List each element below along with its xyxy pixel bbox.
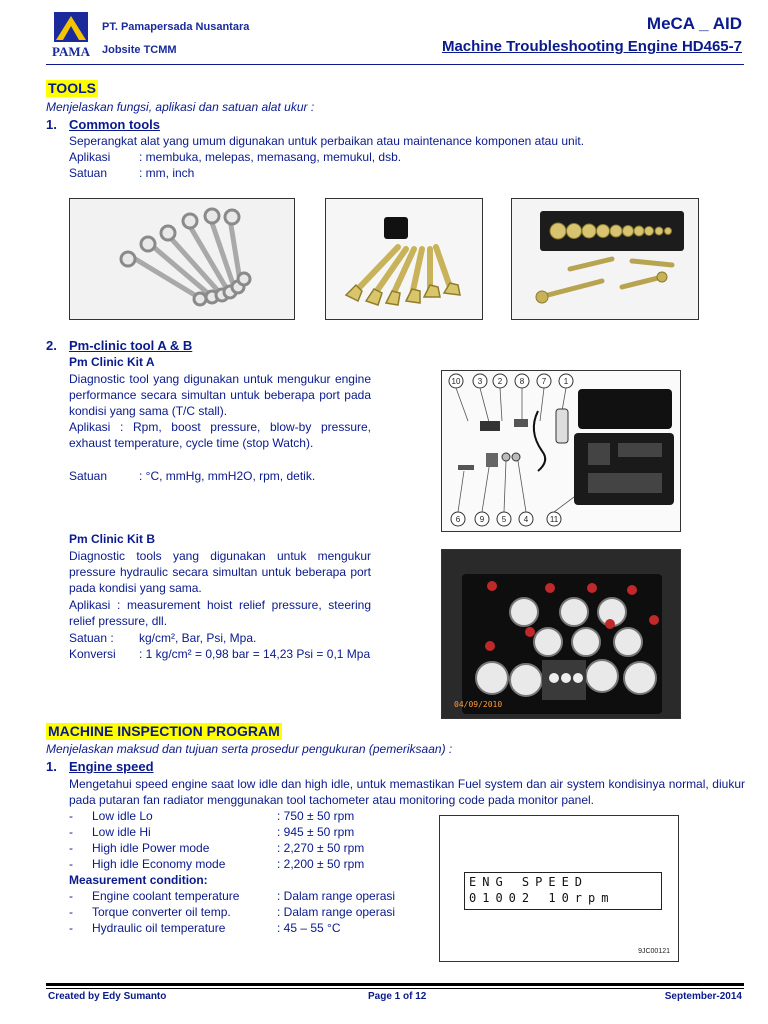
company-name: PT. Pamapersada Nusantara — [102, 21, 250, 33]
condition-value: : 45 – 55 °C — [277, 921, 341, 935]
condition-name: Torque converter oil temp. — [92, 905, 231, 919]
condition-row — [69, 920, 395, 936]
svg-text:7: 7 — [541, 377, 547, 386]
kit-b-satuan-value: kg/cm², Bar, Psi, Mpa. — [139, 631, 257, 645]
bullet-dash: - — [69, 809, 73, 823]
speed-row — [69, 856, 395, 872]
svg-text:6: 6 — [455, 515, 461, 524]
speed-row — [69, 840, 395, 856]
speed-list — [69, 808, 395, 936]
engine-speed-title: Engine speed — [69, 759, 154, 774]
condition-value: : Dalam range operasi — [277, 905, 396, 919]
ring-spanner-photo — [69, 198, 295, 320]
speed-value: : 2,200 ± 50 rpm — [277, 857, 365, 871]
speed-name: High idle Economy mode — [92, 857, 226, 871]
callout-top-4 — [537, 374, 551, 388]
kit-b-satuan-label: Satuan : — [69, 631, 114, 645]
document-subtitle: Machine Troubleshooting Engine HD465-7 — [441, 38, 742, 55]
footer-author: Created by Edy Sumanto — [48, 991, 167, 1002]
kit-b-photo — [441, 549, 681, 719]
footer-page: Page 1 of 12 — [368, 991, 427, 1002]
bullet-dash: - — [69, 889, 73, 903]
pama-logo — [46, 12, 96, 60]
measurement-condition-title: Measurement condition: — [69, 873, 208, 887]
satuan-value: : mm, inch — [139, 166, 195, 180]
common-tools-satuan — [69, 165, 194, 181]
kit-b-konversi-value: : 1 kg/cm² = 0,98 bar = 14,23 Psi = 0,1 Mpa — [139, 647, 371, 661]
logo-text: PAMA — [51, 44, 91, 59]
speed-name: Low idle Lo — [92, 809, 153, 823]
aplikasi-value: : membuka, melepas, memasang, memukul, dsb. — [139, 150, 402, 164]
kit-a-desc: Diagnostic tool yang digunakan untuk mengukur engine performance secara simultan untuk beberapa port pada kondisi yang sama (T/C stall). — [69, 372, 371, 418]
bullet-dash: - — [69, 857, 73, 871]
callout-bottom-0 — [451, 512, 465, 526]
kit-a-title: Pm Clinic Kit A — [69, 355, 155, 369]
svg-text:8: 8 — [519, 377, 525, 386]
engine-speed-number: 1. — [46, 759, 57, 774]
aplikasi-label: Aplikasi — [69, 150, 111, 164]
kit-a-diagram — [441, 370, 681, 532]
callout-top-1 — [473, 374, 487, 388]
footer-divider-thick — [46, 983, 744, 986]
socket-set-photo — [511, 198, 699, 320]
common-tools-aplikasi — [69, 149, 401, 165]
callout-top-3 — [515, 374, 529, 388]
condition-row — [69, 888, 395, 904]
jobsite-name: Jobsite TCMM — [102, 44, 177, 56]
pm-clinic-title: Pm-clinic tool A & B — [69, 338, 193, 353]
inspection-heading: MACHINE INSPECTION PROGRAM — [48, 723, 280, 739]
footer-divider-thin — [46, 988, 744, 989]
figure-code: 9JC00121 — [638, 948, 670, 955]
callout-top-2 — [493, 374, 507, 388]
photo-date-stamp: 04/09/2010 — [454, 700, 503, 709]
inspection-intro: Menjelaskan maksud dan tujuan serta prosedur pengukuran (pemeriksaan) : — [46, 742, 453, 756]
kit-a-satuan-value: : °C, mmHg, mmH2O, rpm, detik. — [139, 469, 316, 483]
callout-bottom-4 — [547, 512, 561, 526]
callout-bottom-3 — [519, 512, 533, 526]
svg-text:2: 2 — [497, 377, 503, 386]
svg-text:10: 10 — [451, 377, 461, 386]
bullet-dash: - — [69, 841, 73, 855]
footer-date: September-2014 — [664, 991, 742, 1002]
kit-b-konversi-label: Konversi — [69, 647, 116, 661]
open-end-wrench-photo — [325, 198, 483, 320]
monitor-panel-figure — [439, 815, 679, 962]
monitor-line-1: ENG SPEED — [469, 875, 589, 889]
svg-text:4: 4 — [523, 515, 529, 524]
kit-b-aplikasi: Aplikasi : measurement hoist relief pressure, steering relief pressure, dll. — [69, 598, 371, 628]
monitor-display — [464, 872, 662, 910]
kit-a-aplikasi: Aplikasi : Rpm, boost pressure, blow-by pressure, exhaust temperature, cycle time (stop Watch). — [69, 420, 371, 450]
speed-value: : 2,270 ± 50 rpm — [277, 841, 365, 855]
speed-value: : 750 ± 50 rpm — [277, 809, 355, 823]
speed-name: Low idle Hi — [92, 825, 151, 839]
monitor-line-2: 01002 10rpm — [469, 891, 615, 905]
pm-clinic-number: 2. — [46, 338, 57, 353]
svg-text:9: 9 — [479, 515, 485, 524]
common-tools-desc: Seperangkat alat yang umum digunakan untuk perbaikan atau maintenance komponen atau unit. — [69, 134, 585, 148]
callout-bottom-2 — [497, 512, 511, 526]
header-divider — [46, 64, 744, 65]
condition-row — [69, 904, 395, 920]
svg-text:11: 11 — [549, 515, 559, 524]
svg-text:1: 1 — [563, 377, 569, 386]
kit-b-desc: Diagnostic tools yang digunakan untuk mengukur pressure hydraulic secara simultan untuk beberapa port pada kondisi yang sama. — [69, 549, 371, 595]
callout-bottom-1 — [475, 512, 489, 526]
callout-top-0 — [449, 374, 463, 388]
engine-speed-desc: Mengetahui speed engine saat low idle dan high idle, untuk memastikan Fuel system dan air system kondisinya normal, diukur pada putaran fan radiator menggunakan tool tachometer atau monitoring code pada monitor panel. — [69, 777, 745, 807]
speed-value: : 945 ± 50 rpm — [277, 825, 355, 839]
kit-a-satuan-label: Satuan — [69, 469, 108, 483]
common-tools-title: Common tools — [69, 117, 160, 132]
tools-heading: TOOLS — [48, 80, 96, 96]
svg-text:5: 5 — [501, 515, 507, 524]
bullet-dash: - — [69, 921, 73, 935]
condition-value: : Dalam range operasi — [277, 889, 396, 903]
speed-name: High idle Power mode — [92, 841, 210, 855]
svg-text:3: 3 — [477, 377, 483, 386]
satuan-label: Satuan — [69, 166, 108, 180]
bullet-dash: - — [69, 825, 73, 839]
document-title: MeCA _ AID — [646, 14, 742, 33]
tools-intro: Menjelaskan fungsi, aplikasi dan satuan alat ukur : — [46, 100, 315, 114]
callout-top-5 — [559, 374, 573, 388]
condition-name: Hydraulic oil temperature — [92, 921, 226, 935]
condition-name: Engine coolant temperature — [92, 889, 240, 903]
speed-row — [69, 824, 395, 840]
common-tools-number: 1. — [46, 117, 57, 132]
kit-b-title: Pm Clinic Kit B — [69, 532, 156, 546]
bullet-dash: - — [69, 905, 73, 919]
kit-a-satuan — [69, 468, 315, 484]
kit-b-konversi — [69, 646, 371, 662]
speed-row — [69, 808, 395, 824]
kit-b-satuan — [69, 630, 256, 646]
